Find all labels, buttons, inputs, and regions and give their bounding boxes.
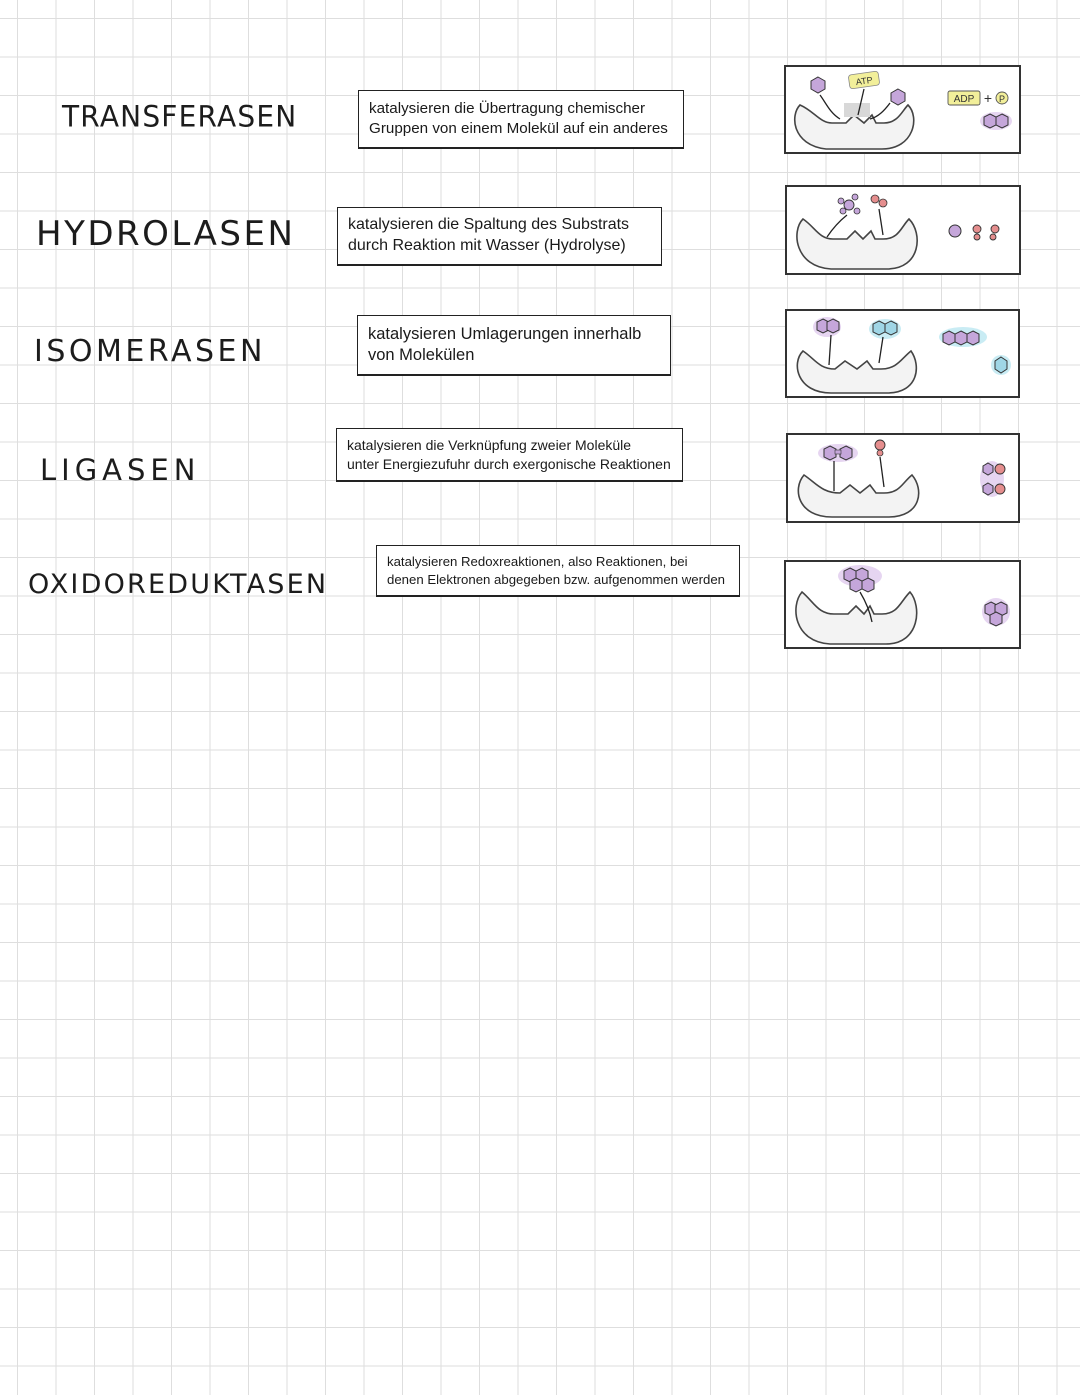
class-name-isomerasen: ISOMERASEN bbox=[34, 334, 266, 369]
ligation-products bbox=[980, 461, 1005, 497]
description-box-hydrolasen bbox=[337, 207, 662, 266]
transferase-reaction-svg bbox=[786, 67, 1019, 152]
class-name-hydrolasen: HYDROLASEN bbox=[36, 214, 296, 254]
description-box-isomerasen bbox=[357, 315, 671, 376]
hydrolase-reaction-svg bbox=[787, 187, 1019, 273]
description-text-hydrolasen: katalysieren die Spaltung des Substrats durch Reaktion mit Wasser (Hydrolyse) bbox=[348, 216, 630, 254]
isomerase-reaction-svg bbox=[787, 311, 1018, 396]
enzyme-shape bbox=[796, 592, 917, 644]
enzyme-shape bbox=[795, 103, 914, 149]
diagram-hydrolasen bbox=[785, 185, 1021, 275]
purple-molecule-right bbox=[891, 89, 905, 105]
diagram-transferasen bbox=[784, 65, 1021, 154]
enzyme-shape bbox=[797, 219, 917, 269]
ligase-reaction-svg bbox=[788, 435, 1018, 521]
description-text-transferasen: katalysieren die Übertragung chemischer Gruppen von einem Molekül auf ein anderes bbox=[369, 100, 668, 137]
substrate-purple-pair bbox=[813, 317, 841, 337]
diagram-oxidoreduktasen bbox=[784, 560, 1021, 649]
enzyme-shape bbox=[798, 475, 918, 517]
purple-molecule-left bbox=[811, 77, 825, 93]
description-text-oxidoreduktasen: katalysieren Redoxreaktionen, also Reaktionen, bei denen Elektronen abgegeben bzw. aufgenommen werden bbox=[387, 554, 725, 587]
substrate-red bbox=[875, 440, 885, 456]
description-box-oxidoreduktasen bbox=[376, 545, 740, 597]
product-purple-pair bbox=[980, 112, 1012, 130]
class-name-transferasen: TRANSFERASEN bbox=[62, 99, 298, 134]
atp-molecule bbox=[848, 71, 880, 89]
substrate-purple-pair bbox=[818, 444, 858, 462]
diagram-ligasen bbox=[786, 433, 1020, 523]
description-box-ligasen bbox=[336, 428, 683, 482]
reaction-arrows bbox=[834, 457, 884, 491]
reaction-arrows bbox=[829, 335, 883, 365]
enzyme-shape bbox=[797, 351, 916, 393]
oxidoreductase-reaction-svg bbox=[786, 562, 1019, 647]
description-text-ligasen: katalysieren die Verknüpfung zweier Moleküle unter Energiezufuhr durch exergonische Reaktionen bbox=[347, 437, 671, 472]
reduced-product bbox=[982, 598, 1010, 626]
svg-text:+: + bbox=[983, 90, 993, 106]
hydrolysis-products bbox=[949, 225, 999, 240]
substrate-cyan-pair bbox=[869, 319, 901, 339]
class-name-ligasen: LIGASEN bbox=[40, 453, 201, 487]
svg-text:ATP: ATP bbox=[855, 74, 874, 88]
product-adp bbox=[948, 90, 1008, 106]
description-text-isomerasen: katalysieren Umlagerungen innerhalb von Molekülen bbox=[368, 324, 642, 364]
svg-text:P: P bbox=[998, 94, 1006, 104]
description-box-transferasen bbox=[358, 90, 684, 149]
class-name-oxidoreduktasen: OXIDOREDUKTASEN bbox=[28, 569, 329, 600]
svg-text:ADP: ADP bbox=[953, 94, 975, 105]
substrate-purple-trio bbox=[838, 565, 882, 592]
isomer-products bbox=[939, 327, 1011, 375]
diagram-isomerasen bbox=[785, 309, 1020, 398]
